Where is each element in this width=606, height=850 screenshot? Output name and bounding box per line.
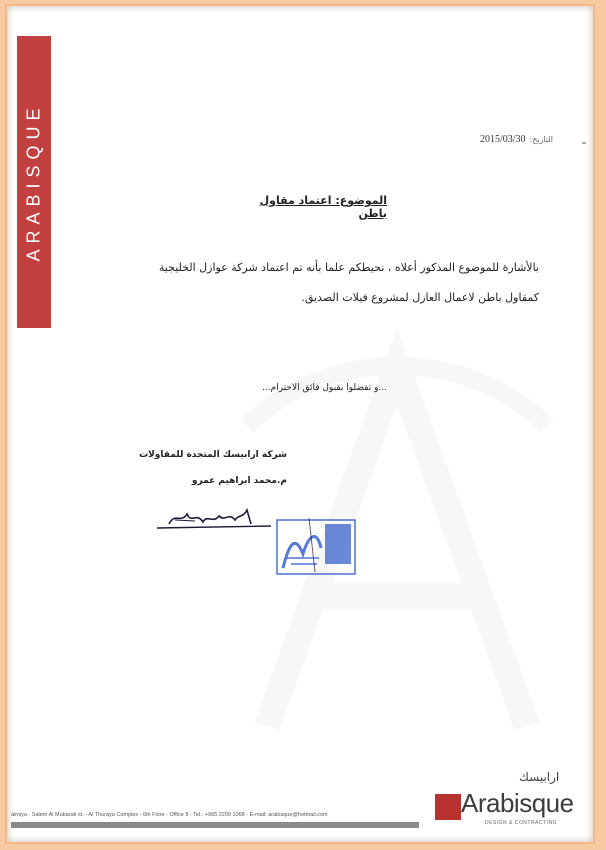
footer-logo-text: Arabisque bbox=[461, 788, 574, 818]
company-name: شركة ارابيسك المتحدة للمقاولات bbox=[139, 450, 287, 460]
letterhead-side-band-text: ARABISQUE bbox=[23, 102, 44, 262]
letter-subject: الموضوع: اعتماد مقاول باطن bbox=[259, 194, 387, 220]
watermark-logo bbox=[207, 306, 587, 766]
date-value: 2015/03/30 bbox=[479, 134, 526, 145]
handwritten-signature bbox=[155, 502, 275, 536]
footer-logo-mark bbox=[435, 794, 461, 820]
letter-closing: ...و تفضلوا بقبول فائق الاحترام... bbox=[262, 383, 387, 393]
letter-body-line-2: كمقاول باطن لاعمال العازل لمشروع فيلات الصديق. bbox=[301, 291, 539, 304]
footer-logo-tagline: DESIGN & CONTRACTING bbox=[485, 820, 557, 826]
date-label: التاريخ: bbox=[529, 135, 553, 144]
footer-bar bbox=[11, 822, 419, 828]
footer-address: aimiya - Salem Al Mubarak st. - Al Thuraya Complex - 6th Floor - Office 8 - Tel.: +965 2209 1068 - E-mail: arabisque@hotmail.com bbox=[11, 812, 328, 818]
date-row bbox=[463, 134, 553, 152]
letter-body-line-1: بالأشارة للموضوع المذكور أعلاه ، نحيطكم علما بأنه تم اعتماد شركة عوازل الخليجية bbox=[158, 261, 539, 274]
stray-mark bbox=[582, 142, 586, 144]
signer-name: م.محمد ابراهيم عمرو bbox=[191, 476, 287, 486]
footer-logo-arabic: ارابيسك bbox=[519, 770, 560, 784]
company-stamp bbox=[273, 514, 359, 580]
letter-page bbox=[7, 6, 593, 842]
